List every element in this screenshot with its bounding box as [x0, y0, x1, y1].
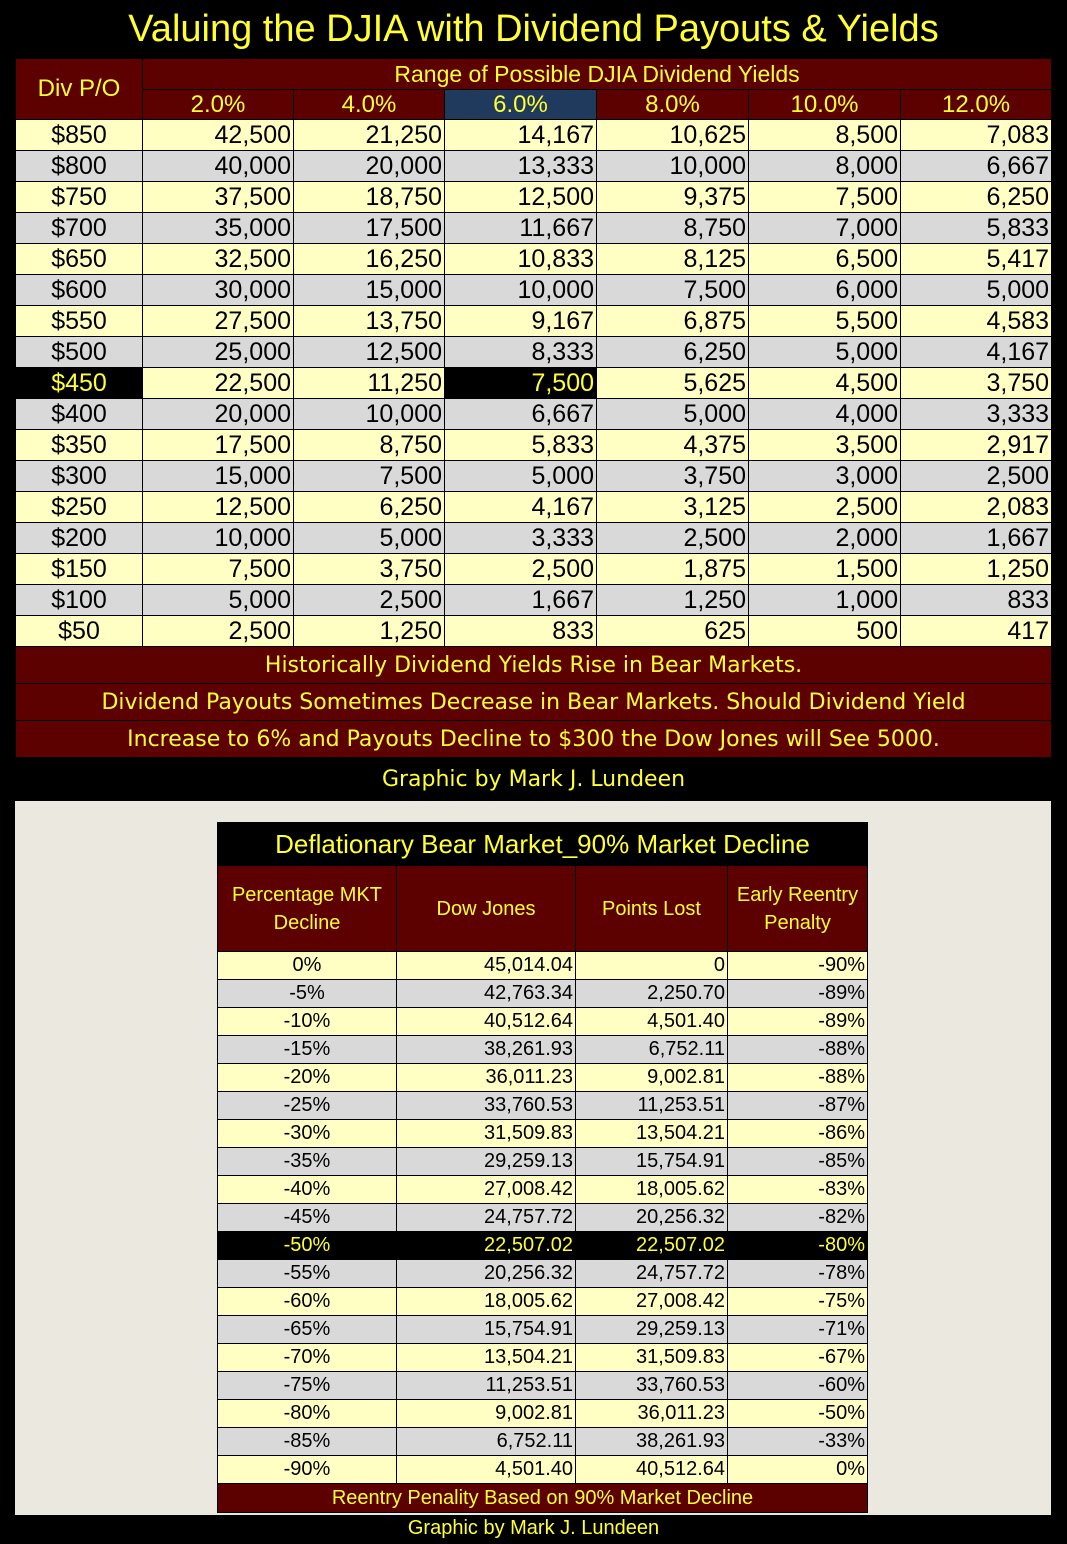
djia-value-cell: 1,000: [749, 585, 901, 616]
dow-jones-cell: 20,256.32: [397, 1260, 576, 1288]
table-row: [218, 1456, 868, 1484]
djia-value-cell: 20,000: [294, 151, 445, 182]
djia-value-cell: 417: [901, 616, 1052, 647]
points-lost-cell: 11,253.51: [576, 1092, 728, 1120]
yield-header: 8.0%: [597, 90, 749, 120]
djia-value-cell: 5,000: [901, 275, 1052, 306]
table-row: [16, 120, 1052, 151]
bear-market-table: [217, 822, 868, 1513]
djia-value-cell: 3,750: [901, 368, 1052, 399]
decline-cell: -15%: [218, 1036, 397, 1064]
djia-value-cell: 3,750: [597, 461, 749, 492]
djia-value-cell: 1,250: [597, 585, 749, 616]
col-header-points: Points Lost: [576, 866, 728, 952]
col-header-penalty: Early Reentry Penalty: [728, 866, 868, 952]
djia-value-cell: 12,500: [445, 182, 597, 213]
djia-value-cell: 6,667: [901, 151, 1052, 182]
reentry-penalty-cell: -78%: [728, 1260, 868, 1288]
djia-value-cell: 4,167: [901, 337, 1052, 368]
djia-value-cell: 10,000: [294, 399, 445, 430]
djia-value-cell: 15,000: [294, 275, 445, 306]
table-row: [218, 1428, 868, 1456]
djia-value-cell: 18,750: [294, 182, 445, 213]
points-lost-cell: 22,507.02: [576, 1232, 728, 1260]
djia-value-cell: 3,333: [445, 523, 597, 554]
col-header-dow: Dow Jones: [397, 866, 576, 952]
djia-value-cell: 2,083: [901, 492, 1052, 523]
table-row: [16, 306, 1052, 337]
dow-jones-cell: 27,008.42: [397, 1176, 576, 1204]
djia-value-cell: 15,000: [143, 461, 294, 492]
reentry-penalty-cell: -89%: [728, 1008, 868, 1036]
dividend-payout-cell: $600: [16, 275, 143, 306]
djia-value-cell: 8,750: [597, 213, 749, 244]
table-row: [16, 151, 1052, 182]
dividend-payout-cell: $650: [16, 244, 143, 275]
djia-value-cell: 2,917: [901, 430, 1052, 461]
djia-value-cell: 5,000: [749, 337, 901, 368]
djia-value-cell: 833: [901, 585, 1052, 616]
points-lost-cell: 31,509.83: [576, 1344, 728, 1372]
table-row: [16, 337, 1052, 368]
decline-cell: -50%: [218, 1232, 397, 1260]
djia-value-cell: 7,500: [294, 461, 445, 492]
reentry-penalty-cell: -33%: [728, 1428, 868, 1456]
dow-jones-cell: 36,011.23: [397, 1064, 576, 1092]
djia-value-cell: 12,500: [143, 492, 294, 523]
table-row: [218, 1260, 868, 1288]
table-row: [218, 1036, 868, 1064]
djia-value-cell: 7,083: [901, 120, 1052, 151]
note-2: Dividend Payouts Sometimes Decrease in Bear Markets. Should Dividend Yield: [16, 684, 1052, 721]
table-row: [218, 1148, 868, 1176]
djia-value-cell: 11,250: [294, 368, 445, 399]
djia-value-cell: 5,000: [597, 399, 749, 430]
djia-value-cell: 3,333: [901, 399, 1052, 430]
decline-cell: -25%: [218, 1092, 397, 1120]
djia-value-cell: 4,583: [901, 306, 1052, 337]
dividend-payout-cell: $250: [16, 492, 143, 523]
table-row: [16, 554, 1052, 585]
points-lost-cell: 9,002.81: [576, 1064, 728, 1092]
djia-value-cell: 2,500: [749, 492, 901, 523]
table-row: [218, 1372, 868, 1400]
table-row: [218, 1064, 868, 1092]
djia-value-cell: 5,833: [901, 213, 1052, 244]
dividend-valuation-table: [15, 58, 1052, 758]
reentry-penalty-cell: -87%: [728, 1092, 868, 1120]
dow-jones-cell: 45,014.04: [397, 952, 576, 980]
decline-cell: -40%: [218, 1176, 397, 1204]
graphic-credit-bottom: Graphic by Mark J. Lundeen: [407, 1517, 660, 1539]
djia-value-cell: 6,250: [901, 182, 1052, 213]
djia-value-cell: 6,250: [597, 337, 749, 368]
djia-value-cell: 5,500: [749, 306, 901, 337]
djia-value-cell: 17,500: [143, 430, 294, 461]
dow-jones-cell: 40,512.64: [397, 1008, 576, 1036]
djia-value-cell: 17,500: [294, 213, 445, 244]
djia-value-cell: 4,000: [749, 399, 901, 430]
reentry-penalty-cell: -85%: [728, 1148, 868, 1176]
djia-value-cell: 3,500: [749, 430, 901, 461]
table-row: [16, 616, 1052, 647]
dow-jones-cell: 18,005.62: [397, 1288, 576, 1316]
decline-cell: -10%: [218, 1008, 397, 1036]
dow-jones-cell: 11,253.51: [397, 1372, 576, 1400]
djia-value-cell: 22,500: [143, 368, 294, 399]
djia-value-cell: 8,125: [597, 244, 749, 275]
bear-market-footer: Reentry Penality Based on 90% Market Decline: [218, 1484, 868, 1513]
djia-value-cell: 6,000: [749, 275, 901, 306]
djia-value-cell: 21,250: [294, 120, 445, 151]
yield-range-header: Range of Possible DJIA Dividend Yields: [143, 59, 1052, 90]
table-row: [16, 182, 1052, 213]
reentry-penalty-cell: -90%: [728, 952, 868, 980]
reentry-penalty-cell: -60%: [728, 1372, 868, 1400]
dividend-payout-cell: $200: [16, 523, 143, 554]
decline-cell: -80%: [218, 1400, 397, 1428]
decline-cell: 0%: [218, 952, 397, 980]
div-po-header: Div P/O: [16, 59, 143, 120]
dow-jones-cell: 38,261.93: [397, 1036, 576, 1064]
djia-value-cell: 10,000: [143, 523, 294, 554]
decline-cell: -75%: [218, 1372, 397, 1400]
table-row: [218, 1176, 868, 1204]
table-row: [218, 1120, 868, 1148]
djia-value-cell: 6,875: [597, 306, 749, 337]
dividend-payout-cell: $100: [16, 585, 143, 616]
reentry-penalty-cell: -67%: [728, 1344, 868, 1372]
table-row: [218, 1008, 868, 1036]
decline-cell: -60%: [218, 1288, 397, 1316]
djia-value-cell: 10,833: [445, 244, 597, 275]
dow-jones-cell: 15,754.91: [397, 1316, 576, 1344]
djia-value-cell: 2,500: [294, 585, 445, 616]
points-lost-cell: 24,757.72: [576, 1260, 728, 1288]
djia-value-cell: 1,250: [294, 616, 445, 647]
reentry-penalty-cell: -80%: [728, 1232, 868, 1260]
decline-cell: -35%: [218, 1148, 397, 1176]
djia-value-cell: 13,333: [445, 151, 597, 182]
dividend-payout-cell: $150: [16, 554, 143, 585]
points-lost-cell: 36,011.23: [576, 1400, 728, 1428]
djia-value-cell: 20,000: [143, 399, 294, 430]
djia-value-cell: 7,500: [597, 275, 749, 306]
table-row: [218, 1092, 868, 1120]
dividend-payout-cell: $350: [16, 430, 143, 461]
table-row: [16, 244, 1052, 275]
djia-value-cell: 25,000: [143, 337, 294, 368]
djia-value-cell: 10,000: [597, 151, 749, 182]
djia-value-cell: 7,000: [749, 213, 901, 244]
dow-jones-cell: 42,763.34: [397, 980, 576, 1008]
djia-value-cell: 27,500: [143, 306, 294, 337]
table-row: [218, 952, 868, 980]
djia-value-cell: 9,375: [597, 182, 749, 213]
djia-value-cell: 42,500: [143, 120, 294, 151]
decline-cell: -55%: [218, 1260, 397, 1288]
dividend-payout-cell: $850: [16, 120, 143, 151]
djia-value-cell: 1,875: [597, 554, 749, 585]
dividend-payout-cell: $50: [16, 616, 143, 647]
djia-value-cell: 7,500: [445, 368, 597, 399]
reentry-penalty-cell: 0%: [728, 1456, 868, 1484]
points-lost-cell: 38,261.93: [576, 1428, 728, 1456]
dividend-payout-cell: $700: [16, 213, 143, 244]
djia-value-cell: 37,500: [143, 182, 294, 213]
points-lost-cell: 13,504.21: [576, 1120, 728, 1148]
djia-value-cell: 14,167: [445, 120, 597, 151]
table-row: [16, 492, 1052, 523]
col-header-decline: Percentage MKT Decline: [218, 866, 397, 952]
dividend-payout-cell: $550: [16, 306, 143, 337]
reentry-penalty-cell: -88%: [728, 1036, 868, 1064]
dow-jones-cell: 33,760.53: [397, 1092, 576, 1120]
table-row: [218, 1204, 868, 1232]
table-row: [218, 980, 868, 1008]
djia-value-cell: 9,167: [445, 306, 597, 337]
djia-value-cell: 5,833: [445, 430, 597, 461]
points-lost-cell: 15,754.91: [576, 1148, 728, 1176]
yield-header: 2.0%: [143, 90, 294, 120]
reentry-penalty-cell: -50%: [728, 1400, 868, 1428]
table-row: [16, 399, 1052, 430]
reentry-penalty-cell: -89%: [728, 980, 868, 1008]
djia-value-cell: 10,625: [597, 120, 749, 151]
djia-value-cell: 2,500: [901, 461, 1052, 492]
djia-value-cell: 5,000: [445, 461, 597, 492]
decline-cell: -85%: [218, 1428, 397, 1456]
djia-value-cell: 11,667: [445, 213, 597, 244]
yield-header: 12.0%: [901, 90, 1052, 120]
djia-value-cell: 5,625: [597, 368, 749, 399]
yield-header: 10.0%: [749, 90, 901, 120]
djia-value-cell: 3,125: [597, 492, 749, 523]
djia-value-cell: 6,667: [445, 399, 597, 430]
points-lost-cell: 4,501.40: [576, 1008, 728, 1036]
djia-value-cell: 10,000: [445, 275, 597, 306]
decline-cell: -70%: [218, 1344, 397, 1372]
djia-value-cell: 2,500: [445, 554, 597, 585]
djia-value-cell: 32,500: [143, 244, 294, 275]
djia-value-cell: 4,167: [445, 492, 597, 523]
djia-value-cell: 2,000: [749, 523, 901, 554]
dow-jones-cell: 24,757.72: [397, 1204, 576, 1232]
points-lost-cell: 33,760.53: [576, 1372, 728, 1400]
table-row: [16, 461, 1052, 492]
reentry-penalty-cell: -88%: [728, 1064, 868, 1092]
djia-value-cell: 1,250: [901, 554, 1052, 585]
points-lost-cell: 40,512.64: [576, 1456, 728, 1484]
points-lost-cell: 29,259.13: [576, 1316, 728, 1344]
yield-header: 4.0%: [294, 90, 445, 120]
djia-value-cell: 8,750: [294, 430, 445, 461]
dow-jones-cell: 9,002.81: [397, 1400, 576, 1428]
table-row: [16, 430, 1052, 461]
table-row: [218, 1232, 868, 1260]
djia-value-cell: 1,500: [749, 554, 901, 585]
djia-value-cell: 12,500: [294, 337, 445, 368]
dividend-payout-cell: $750: [16, 182, 143, 213]
reentry-penalty-cell: -71%: [728, 1316, 868, 1344]
table-row: [16, 213, 1052, 244]
dow-jones-cell: 4,501.40: [397, 1456, 576, 1484]
table-row: [218, 1288, 868, 1316]
djia-value-cell: 16,250: [294, 244, 445, 275]
reentry-penalty-cell: -75%: [728, 1288, 868, 1316]
djia-value-cell: 7,500: [143, 554, 294, 585]
djia-value-cell: 3,000: [749, 461, 901, 492]
points-lost-cell: 2,250.70: [576, 980, 728, 1008]
table-row: [218, 1400, 868, 1428]
djia-value-cell: 1,667: [901, 523, 1052, 554]
djia-value-cell: 2,500: [597, 523, 749, 554]
page-title: Valuing the DJIA with Dividend Payouts & Yields: [128, 8, 939, 50]
decline-cell: -90%: [218, 1456, 397, 1484]
djia-value-cell: 4,500: [749, 368, 901, 399]
decline-cell: -5%: [218, 980, 397, 1008]
djia-value-cell: 8,333: [445, 337, 597, 368]
table-row: [16, 585, 1052, 616]
dividend-payout-cell: $800: [16, 151, 143, 182]
bear-market-title: Deflationary Bear Market_90% Market Decline: [218, 823, 868, 866]
djia-value-cell: 2,500: [143, 616, 294, 647]
points-lost-cell: 27,008.42: [576, 1288, 728, 1316]
djia-value-cell: 6,500: [749, 244, 901, 275]
djia-value-cell: 7,500: [749, 182, 901, 213]
decline-cell: -45%: [218, 1204, 397, 1232]
reentry-penalty-cell: -83%: [728, 1176, 868, 1204]
dividend-payout-cell: $300: [16, 461, 143, 492]
djia-value-cell: 13,750: [294, 306, 445, 337]
points-lost-cell: 6,752.11: [576, 1036, 728, 1064]
reentry-penalty-cell: -86%: [728, 1120, 868, 1148]
djia-value-cell: 5,000: [294, 523, 445, 554]
table-row: [16, 275, 1052, 306]
djia-value-cell: 5,417: [901, 244, 1052, 275]
dow-jones-cell: 13,504.21: [397, 1344, 576, 1372]
decline-cell: -20%: [218, 1064, 397, 1092]
djia-value-cell: 1,667: [445, 585, 597, 616]
djia-value-cell: 4,375: [597, 430, 749, 461]
djia-value-cell: 3,750: [294, 554, 445, 585]
djia-value-cell: 625: [597, 616, 749, 647]
dividend-payout-cell: $500: [16, 337, 143, 368]
points-lost-cell: 20,256.32: [576, 1204, 728, 1232]
reentry-penalty-cell: -82%: [728, 1204, 868, 1232]
djia-value-cell: 35,000: [143, 213, 294, 244]
table-row: [218, 1316, 868, 1344]
table-row: [218, 1344, 868, 1372]
djia-value-cell: 40,000: [143, 151, 294, 182]
dow-jones-cell: 22,507.02: [397, 1232, 576, 1260]
points-lost-cell: 18,005.62: [576, 1176, 728, 1204]
decline-cell: -30%: [218, 1120, 397, 1148]
points-lost-cell: 0: [576, 952, 728, 980]
dow-jones-cell: 31,509.83: [397, 1120, 576, 1148]
djia-value-cell: 8,500: [749, 120, 901, 151]
djia-value-cell: 833: [445, 616, 597, 647]
note-1: Historically Dividend Yields Rise in Bear Markets.: [16, 647, 1052, 684]
yield-header-selected: 6.0%: [445, 90, 597, 120]
dow-jones-cell: 6,752.11: [397, 1428, 576, 1456]
dividend-payout-cell: $450: [16, 368, 143, 399]
djia-value-cell: 6,250: [294, 492, 445, 523]
dow-jones-cell: 29,259.13: [397, 1148, 576, 1176]
graphic-credit: Graphic by Mark J. Lundeen: [381, 767, 686, 792]
djia-value-cell: 5,000: [143, 585, 294, 616]
table-row: [16, 523, 1052, 554]
dividend-payout-cell: $400: [16, 399, 143, 430]
table-row: [16, 368, 1052, 399]
djia-value-cell: 8,000: [749, 151, 901, 182]
note-3: Increase to 6% and Payouts Decline to $300 the Dow Jones will See 5000.: [16, 721, 1052, 758]
decline-cell: -65%: [218, 1316, 397, 1344]
djia-value-cell: 30,000: [143, 275, 294, 306]
djia-value-cell: 500: [749, 616, 901, 647]
